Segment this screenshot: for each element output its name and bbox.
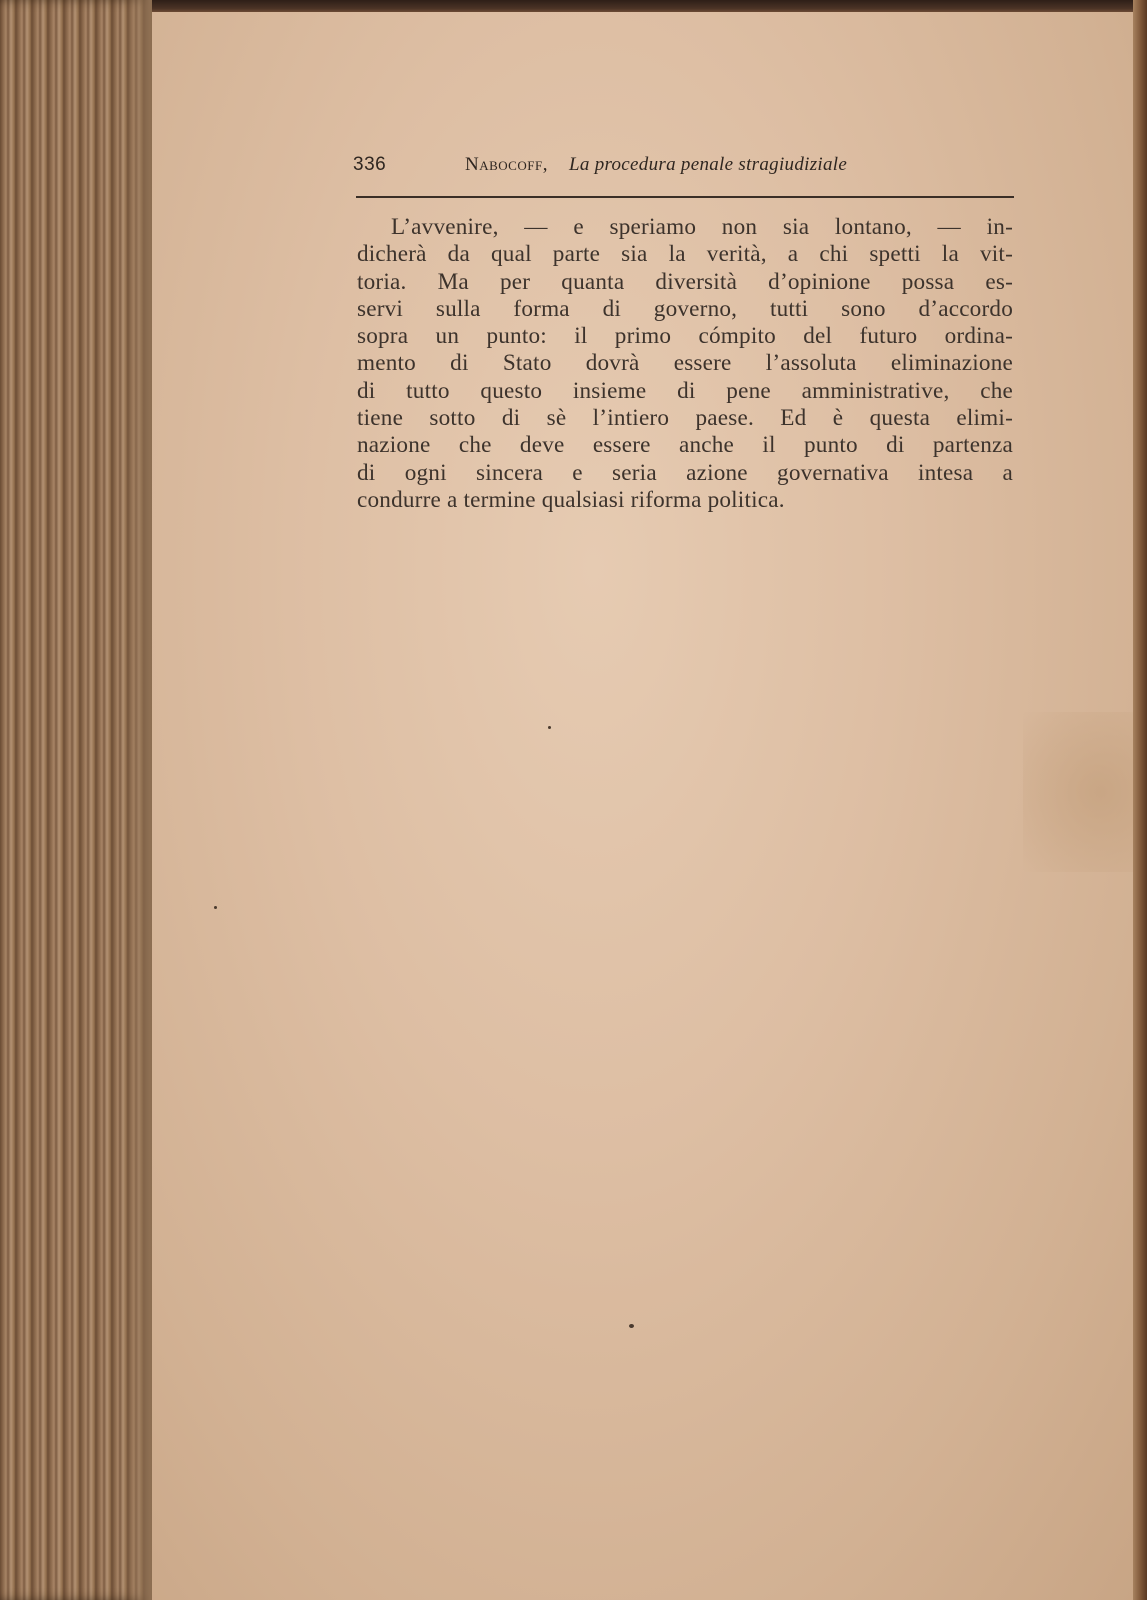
text-line: toria. Ma per quanta diversità d’opinione possa es-	[357, 268, 1013, 295]
text-line: servi sulla forma di governo, tutti sono d’accordo	[357, 295, 1013, 322]
book-title: La procedura penale stragiudiziale	[569, 154, 848, 175]
ink-speck	[548, 726, 551, 729]
text-line: dicherà da qual parte sia la verità, a chi spetti la vit-	[357, 241, 1013, 268]
ink-speck	[214, 906, 217, 909]
running-head	[353, 150, 1013, 180]
text-line: mento di Stato dovrà essere l’assoluta eliminazione	[357, 350, 1013, 377]
author-name: Nabocoff,	[465, 154, 548, 175]
right-page-edge	[1133, 0, 1147, 1600]
text-line: sopra un punto: il primo cómpito del futuro ordina-	[357, 323, 1013, 350]
header-rule	[356, 196, 1014, 198]
body-paragraph	[357, 214, 1013, 514]
text-line: L’avvenire, — e speriamo non sia lontano, — in-	[391, 214, 1013, 240]
ink-speck	[629, 1324, 634, 1328]
text-line: nazione che deve essere anche il punto di partenza	[357, 432, 1013, 459]
text-line: di tutto questo insieme di pene amministrative, che	[357, 377, 1013, 404]
text-line: condurre a termine qualsiasi riforma politica.	[357, 486, 785, 513]
text-line: tiene sotto di sè l’intiero paese. Ed è questa elimi-	[357, 405, 1013, 432]
text-line: di ogni sincera e seria azione governativa intesa a	[357, 459, 1013, 486]
page-block-edges	[0, 0, 152, 1600]
paper-stain	[1023, 712, 1133, 872]
page-number: 336	[353, 154, 387, 175]
binding-edge	[0, 0, 1147, 12]
